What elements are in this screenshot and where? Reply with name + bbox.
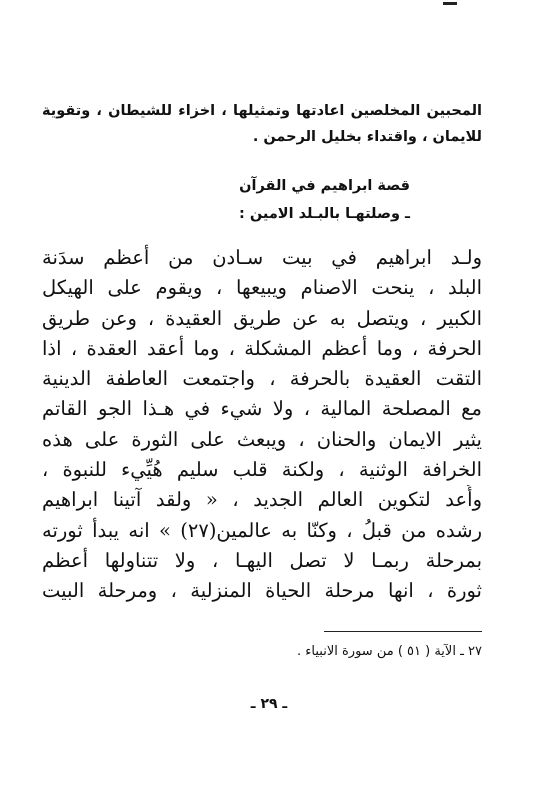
body-line: مع المصلحة المالية ، ولا شيء في هـذا الجو القاتم [42, 397, 482, 421]
body-line: البلد ، ينحت الاصنام ويبيعها ، ويقوم على الهيكل [42, 276, 482, 300]
body-line: الحرفة ، وما أعظم المشكلة ، وما أعقد العقدة ، اذا [42, 336, 482, 360]
page-number: ـ ٢٩ ـ [250, 696, 288, 712]
body-line: يثير الايمان والحنان ، ويبعث على الثورة على هذه [42, 427, 482, 451]
body-line: الخرافة الوثنية ، ولكنة قلب سليم هُيِّيء للنبوة ، [42, 458, 482, 482]
body-line: ثورة ، انها مرحلة الحياة المنزلية ، ومرحلة البيت [42, 579, 482, 603]
section-title: قصة ابراهيم في القرآن [239, 178, 410, 194]
body-text [42, 243, 482, 607]
body-line: وأُعد لتكوين العالم الجديد ، « ولقد آتينا ابراهيم [42, 488, 482, 512]
corner-mark [443, 2, 457, 5]
body-line: التقت العقيدة بالحرفة ، واجتمعت العاطفة الدينية [42, 367, 482, 391]
footnote: ٢٧ ـ الآية ( ٥١ ) من سورة الانبياء . [297, 644, 482, 659]
section-subtitle: ـ وصلتهـا بالبـلد الامين : [239, 206, 410, 222]
body-line: ولـد ابراهيم في بيت سـادن من أعظم سدَنة [42, 246, 482, 269]
intro-paragraph: المحبين المخلصين اعادتها وتمثيلها ، اخزاء للشيطان ، وتقوية للايمان ، واقتداء بخليل الرحمن . [42, 103, 482, 145]
body-line: بمرحلة ربمـا لا تصل اليهـا ، ولا تتناولها أعظم [42, 548, 482, 572]
body-line: الكبير ، ويتصل به عن طريق العقيدة ، وعن طريق [42, 306, 482, 330]
footnote-divider [324, 631, 482, 632]
body-line: رشده من قبلُ ، وكنّا به عالمين(٢٧) » انه يبدأ ثورته [42, 518, 482, 542]
